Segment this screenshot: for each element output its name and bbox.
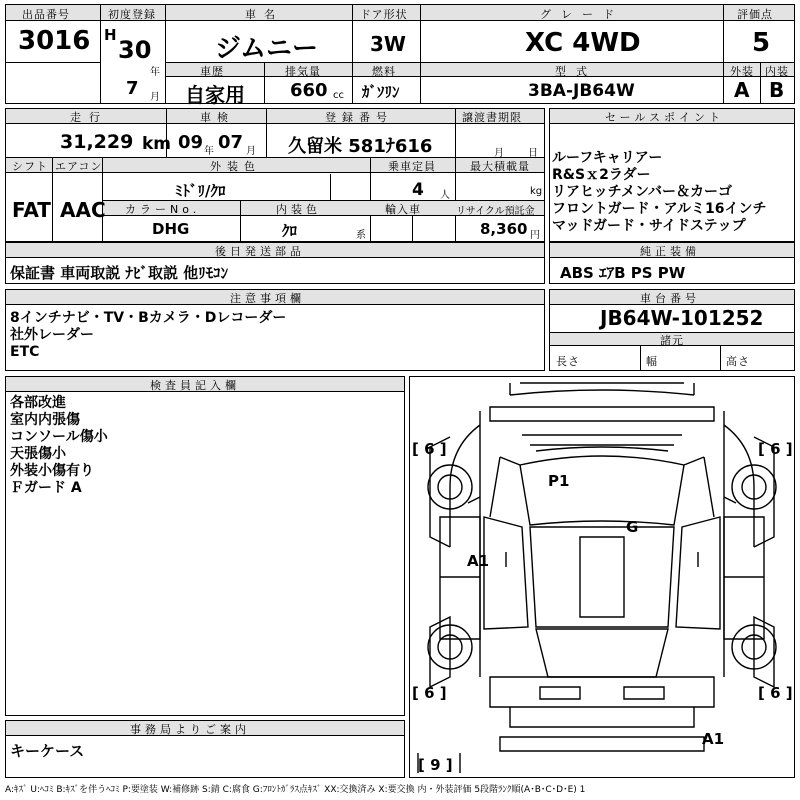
reg-label: 初度登録 <box>108 8 156 21</box>
damage-side: A1 <box>467 552 490 570</box>
capacity-unit: 人 <box>440 190 450 201</box>
ext-label: 外装 <box>730 65 754 78</box>
reg-era: H <box>104 26 117 44</box>
model-label: 型式 <box>555 65 597 78</box>
ext-value: A <box>734 78 750 102</box>
notes-list <box>10 310 286 361</box>
tire-rear-left: [ 6 ] <box>412 684 447 702</box>
office-value: キーケース <box>10 742 85 760</box>
recycle-value: 8,360 <box>480 220 528 238</box>
mileage-label: 走行 <box>70 111 108 124</box>
intcolor-unit: 系 <box>356 230 366 241</box>
plate-value: 久留米 581ﾅ616 <box>288 136 433 157</box>
height-label: 高さ <box>726 355 750 368</box>
disp-unit: cc <box>333 90 344 101</box>
spec-label: 諸元 <box>660 334 684 347</box>
door-type: 3W <box>370 32 406 56</box>
transfer-day: 日 <box>528 148 538 159</box>
reg-month-unit: 月 <box>150 92 160 103</box>
capacity-value: 4 <box>412 180 424 200</box>
tire-front-right: [ 6 ] <box>758 440 793 458</box>
sales-item: R&Sｘ2ラダー <box>552 167 651 183</box>
shift-value: FAT <box>12 198 51 222</box>
inspector-item: 室内内張傷 <box>10 412 80 428</box>
mileage-value: 31,229 <box>60 131 134 153</box>
transfer-month: 月 <box>494 148 504 159</box>
sales-item: マッドガード・サイドステップ <box>552 218 746 234</box>
inspector-item: Ｆガード A <box>10 480 82 496</box>
damage-glass: G <box>626 518 639 536</box>
after-parts-label: 後日発送部品 <box>215 245 305 258</box>
lot-label: 出品番号 <box>22 8 70 21</box>
sales-point-label: セールスポイント <box>605 111 725 124</box>
office-label: 事務局よりご案内 <box>130 723 250 736</box>
intcolor-value: ｸﾛ <box>282 222 298 240</box>
inspect-month-unit: 月 <box>246 146 256 157</box>
after-parts-value: 保証書 車両取説 ﾅﾋﾞ取説 他ﾘﾓｺﾝ <box>10 264 229 282</box>
loadmax-label: 最大積載量 <box>470 160 530 173</box>
color-label: 外装色 <box>210 160 261 173</box>
sales-point-list <box>552 150 767 235</box>
ac-label: エアコン <box>55 160 103 173</box>
reg-month: 7 <box>126 78 139 99</box>
legend-text: A:ｷｽﾞ U:ﾍｺﾐ B:ｷｽﾞを伴うﾍｺﾐ P:要塗装 W:補修跡 S:錆 C:腐食 G:ﾌﾛﾝﾄｶﾞﾗｽ点ｷｽﾞ XX:交換済み X:要交換 内・外装評価 5段階ﾗﾝｸ順(A･B･C･D･E) 1 <box>5 785 586 795</box>
disp-value: 660 <box>290 80 328 101</box>
colorno-label: カラーNo. <box>125 203 201 216</box>
equip-label: 純正装備 <box>640 245 700 258</box>
shift-label: シフト <box>12 160 48 173</box>
tire-front-left: [ 6 ] <box>412 440 447 458</box>
recycle-unit: 円 <box>530 230 540 241</box>
inspect-label: 車検 <box>200 111 234 124</box>
chassis-label: 車台番号 <box>640 292 700 305</box>
notes-label: 注意事項欄 <box>230 292 305 305</box>
reg-year: 30 <box>118 36 152 64</box>
loadmax-unit: kg <box>530 186 543 197</box>
damage-rear: A1 <box>702 730 725 748</box>
sales-item: フロントガード・アルミ16インチ <box>552 201 767 217</box>
damage-roof: P1 <box>548 472 570 490</box>
int-label: 内装 <box>765 65 789 78</box>
grade-value: XC 4WD <box>525 28 641 58</box>
disp-label: 排気量 <box>285 65 321 78</box>
color-value: ﾐﾄﾞﾘ/ｸﾛ <box>175 182 226 200</box>
history-label: 車歴 <box>200 65 224 78</box>
reg-year-unit: 年 <box>150 67 160 78</box>
recycle-label: リサイクル預託金 <box>456 206 535 217</box>
lot-number: 3016 <box>18 26 91 56</box>
name-label: 車名 <box>245 8 283 21</box>
inspector-item: 各部改進 <box>10 395 66 411</box>
inspector-item: コンソール傷小 <box>10 429 108 445</box>
door-label: ドア形状 <box>360 8 408 21</box>
note-item: 8インチナビ・TV・Bカメラ・Dレコーダー <box>10 310 287 326</box>
model-value: 3BA-JB64W <box>528 81 635 101</box>
score-value: 5 <box>752 28 771 58</box>
capacity-label: 乗車定員 <box>388 160 436 173</box>
equip-value: ABS ｴｱB PS PW <box>560 264 686 282</box>
inspect-year-unit: 年 <box>204 146 214 157</box>
fuel-label: 燃料 <box>372 65 396 78</box>
inspector-list <box>10 395 108 497</box>
inspect-month: 07 <box>218 132 244 153</box>
fuel-value: ｶﾞｿﾘﾝ <box>362 83 400 101</box>
grade-label: グレード <box>540 8 624 21</box>
tire-rear-right: [ 6 ] <box>758 684 793 702</box>
ac-value: AAC <box>60 198 106 222</box>
inspector-item: 外装小傷有り <box>10 463 94 479</box>
note-item: 社外レーダー <box>10 327 94 343</box>
mileage-unit: km <box>142 134 172 154</box>
length-label: 長さ <box>556 355 580 368</box>
inspect-year: 09 <box>178 132 204 153</box>
plate-label: 登録番号 <box>325 111 393 124</box>
chassis-value: JB64W-101252 <box>600 306 764 330</box>
sales-item: ルーフキャリアー <box>552 150 663 166</box>
car-name: ジムニー <box>215 34 318 64</box>
history-value: 自家用 <box>185 83 245 107</box>
car-diagram <box>410 377 794 777</box>
inspector-label: 検査員記入欄 <box>150 379 240 392</box>
sales-item: リアヒッチメンバー＆カーゴ <box>552 184 733 200</box>
score-label: 評価点 <box>737 8 773 21</box>
import-label: 輸入車 <box>385 203 421 216</box>
colorno-value: DHG <box>152 220 190 238</box>
spare-tire: [ 9 ] <box>418 756 453 774</box>
int-value: B <box>769 78 785 102</box>
inspector-item: 天張傷小 <box>10 446 66 462</box>
intcolor-label: 内装色 <box>276 203 321 216</box>
note-item: ETC <box>10 344 40 360</box>
width-label: 幅 <box>646 355 658 368</box>
transfer-label: 譲渡書期限 <box>462 111 522 124</box>
